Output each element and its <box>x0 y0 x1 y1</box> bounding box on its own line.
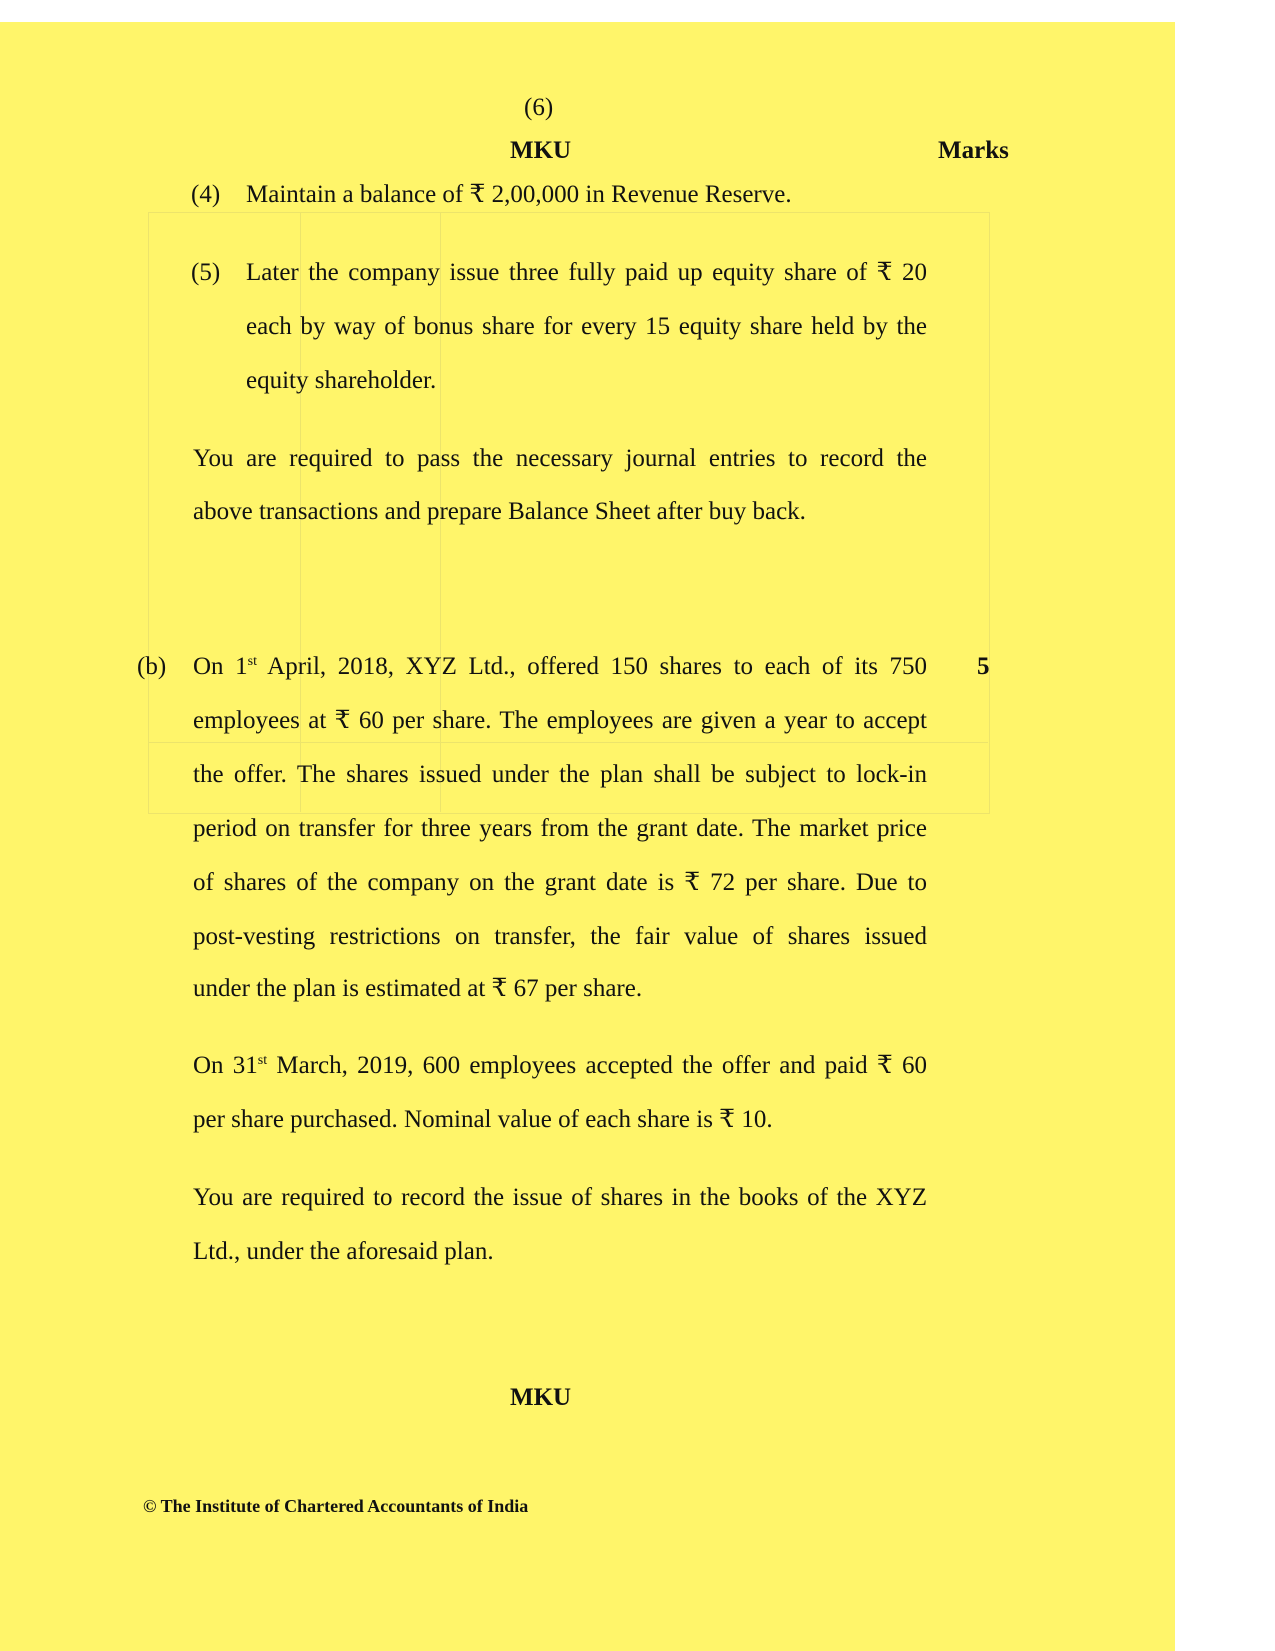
instruction-line: You are required to pass the necessary journal entries to record the <box>193 445 927 472</box>
part-b-text: On 1 <box>193 653 248 680</box>
part-b-line: period on transfer for three years from the grant date. The market price <box>193 815 927 842</box>
part-b-marks: 5 <box>977 653 990 680</box>
copyright-notice: © The Institute of Chartered Accountants of India <box>143 1496 529 1516</box>
part-b-text: April, 2018, XYZ Ltd., offered 150 shares to each of its 750 <box>256 653 927 680</box>
footer-code: MKU <box>510 1384 572 1411</box>
item-4-number: (4) <box>191 181 221 208</box>
part-b-line: the offer. The shares issued under the plan shall be subject to lock-in <box>193 761 927 788</box>
item-4-text: Maintain a balance of ₹ 2,00,000 in Revenue Reserve. <box>246 181 792 208</box>
part-b-text: March, 2019, 600 employees accepted the offer and paid ₹ 60 <box>267 1052 927 1079</box>
part-b-line: You are required to record the issue of shares in the books of the XYZ <box>193 1184 927 1211</box>
item-5-line: equity shareholder. <box>246 367 437 394</box>
part-b-line: under the plan is estimated at ₹ 67 per share. <box>193 975 643 1002</box>
part-b-label: (b) <box>137 653 167 680</box>
bleed-table-rule <box>148 742 988 743</box>
part-b-line: employees at ₹ 60 per share. The employees are given a year to accept <box>193 707 927 734</box>
marks-label: Marks <box>938 137 1009 164</box>
part-b-line <box>193 654 927 679</box>
item-5-number: (5) <box>191 259 221 286</box>
part-b-line: of shares of the company on the grant date is ₹ 72 per share. Due to <box>193 869 927 896</box>
page-number: (6) <box>524 94 554 121</box>
instruction-line: above transactions and prepare Balance Sheet after buy back. <box>193 498 806 525</box>
header-code: MKU <box>510 137 572 164</box>
ordinal-suffix: st <box>257 1053 268 1068</box>
part-b-line: post-vesting restrictions on transfer, the fair value of shares issued <box>193 923 927 950</box>
item-5-line: Later the company issue three fully paid up equity share of ₹ 20 <box>246 259 927 286</box>
part-b-text: On 31 <box>193 1052 258 1079</box>
part-b-line: Ltd., under the aforesaid plan. <box>193 1238 494 1265</box>
ordinal-suffix: st <box>247 654 257 669</box>
part-b-line: per share purchased. Nominal value of each share is ₹ 10. <box>193 1106 773 1133</box>
part-b-line <box>193 1053 927 1078</box>
item-5-line: each by way of bonus share for every 15 equity share held by the <box>246 313 927 340</box>
